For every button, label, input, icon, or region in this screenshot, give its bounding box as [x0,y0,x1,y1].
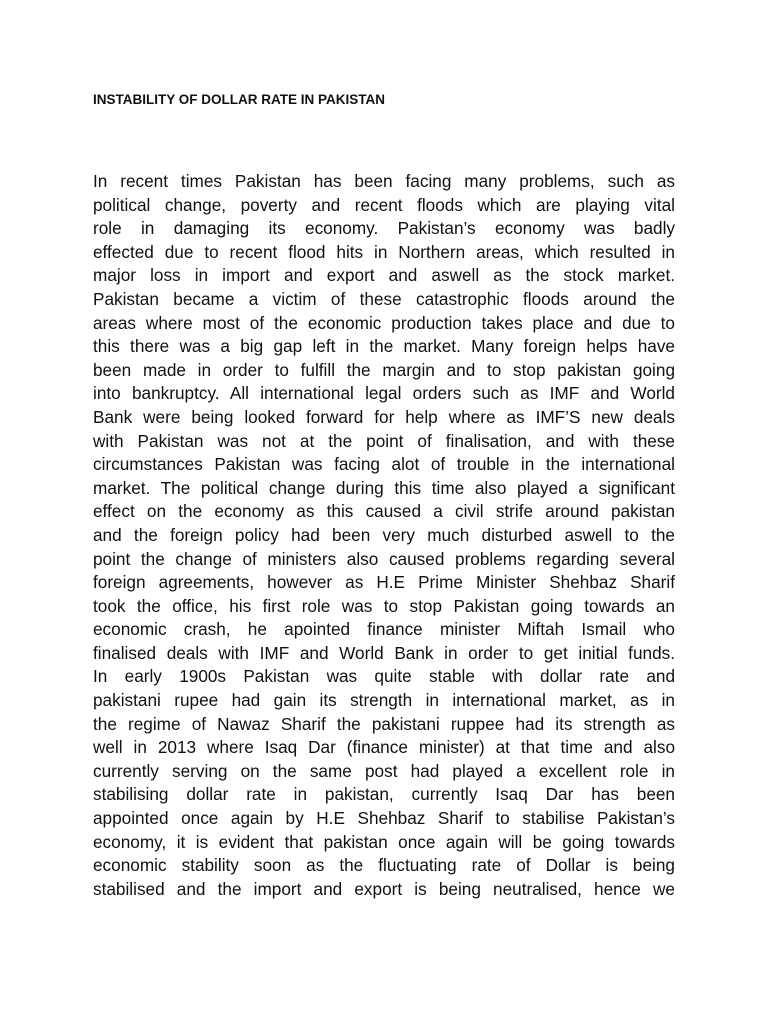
body-text-line: been made in order to fulfill the margin and to stop pakistan going [93,359,675,380]
body-text-line: effected due to recent flood hits in Northern areas, which resulted in [93,241,675,262]
body-text-line: economic stability soon as the fluctuating rate of Dollar is being [93,855,675,876]
document-body [93,170,675,901]
body-text-line: foreign agreements, however as H.E Prime Minister Shehbaz Sharif [93,572,675,593]
body-text-line: stabilised and the import and export is being neutralised, hence we [93,878,675,899]
body-text-line: point the change of ministers also caused problems regarding several [93,548,675,569]
document-title: INSTABILITY OF DOLLAR RATE IN PAKISTAN [93,92,385,107]
body-text-line: stabilising dollar rate in pakistan, currently Isaq Dar has been [93,784,675,805]
body-text-line: role in damaging its economy. Pakistan’s economy was badly [93,218,675,239]
body-text-line: pakistani rupee had gain its strength in international market, as in [93,690,675,711]
body-text-line: this there was a big gap left in the market. Many foreign helps have [93,336,675,357]
body-text-line: In early 1900s Pakistan was quite stable with dollar rate and [93,666,675,687]
body-text-line: the regime of Nawaz Sharif the pakistani ruppee had its strength as [93,713,675,734]
body-text-line: Pakistan became a victim of these catastrophic floods around the [93,288,675,309]
body-text-line: appointed once again by H.E Shehbaz Sharif to stabilise Pakistan’s [93,808,675,829]
body-text-line: finalised deals with IMF and World Bank in order to get initial funds. [93,642,675,663]
body-text-line: market. The political change during this time also played a significant [93,477,675,498]
body-text-line: In recent times Pakistan has been facing many problems, such as [93,171,675,191]
body-text-line: economy, it is evident that pakistan once again will be going towards [93,831,675,852]
body-text-line: into bankruptcy. All international legal orders such as IMF and World [93,383,675,404]
body-text-line: major loss in import and export and aswell as the stock market. [93,265,675,286]
body-text-line: Bank were being looked forward for help where as IMF’S new deals [93,406,675,427]
body-text-line: currently serving on the same post had played a excellent role in [93,760,675,781]
body-text-line: with Pakistan was not at the point of finalisation, and with these [93,430,675,451]
body-text-line: and the foreign policy had been very much disturbed aswell to the [93,524,675,545]
body-text-line: well in 2013 where Isaq Dar (finance minister) at that time and also [93,737,675,758]
body-text-line: political change, poverty and recent floods which are playing vital [93,194,675,215]
body-text-line: areas where most of the economic production takes place and due to [93,312,675,333]
body-text-line: circumstances Pakistan was facing alot of trouble in the international [93,454,675,475]
body-text-line: took the office, his first role was to stop Pakistan going towards an [93,595,675,616]
body-text-line: economic crash, he apointed finance minister Miftah Ismail who [93,619,675,640]
body-text-line: effect on the economy as this caused a civil strife around pakistan [93,501,675,522]
